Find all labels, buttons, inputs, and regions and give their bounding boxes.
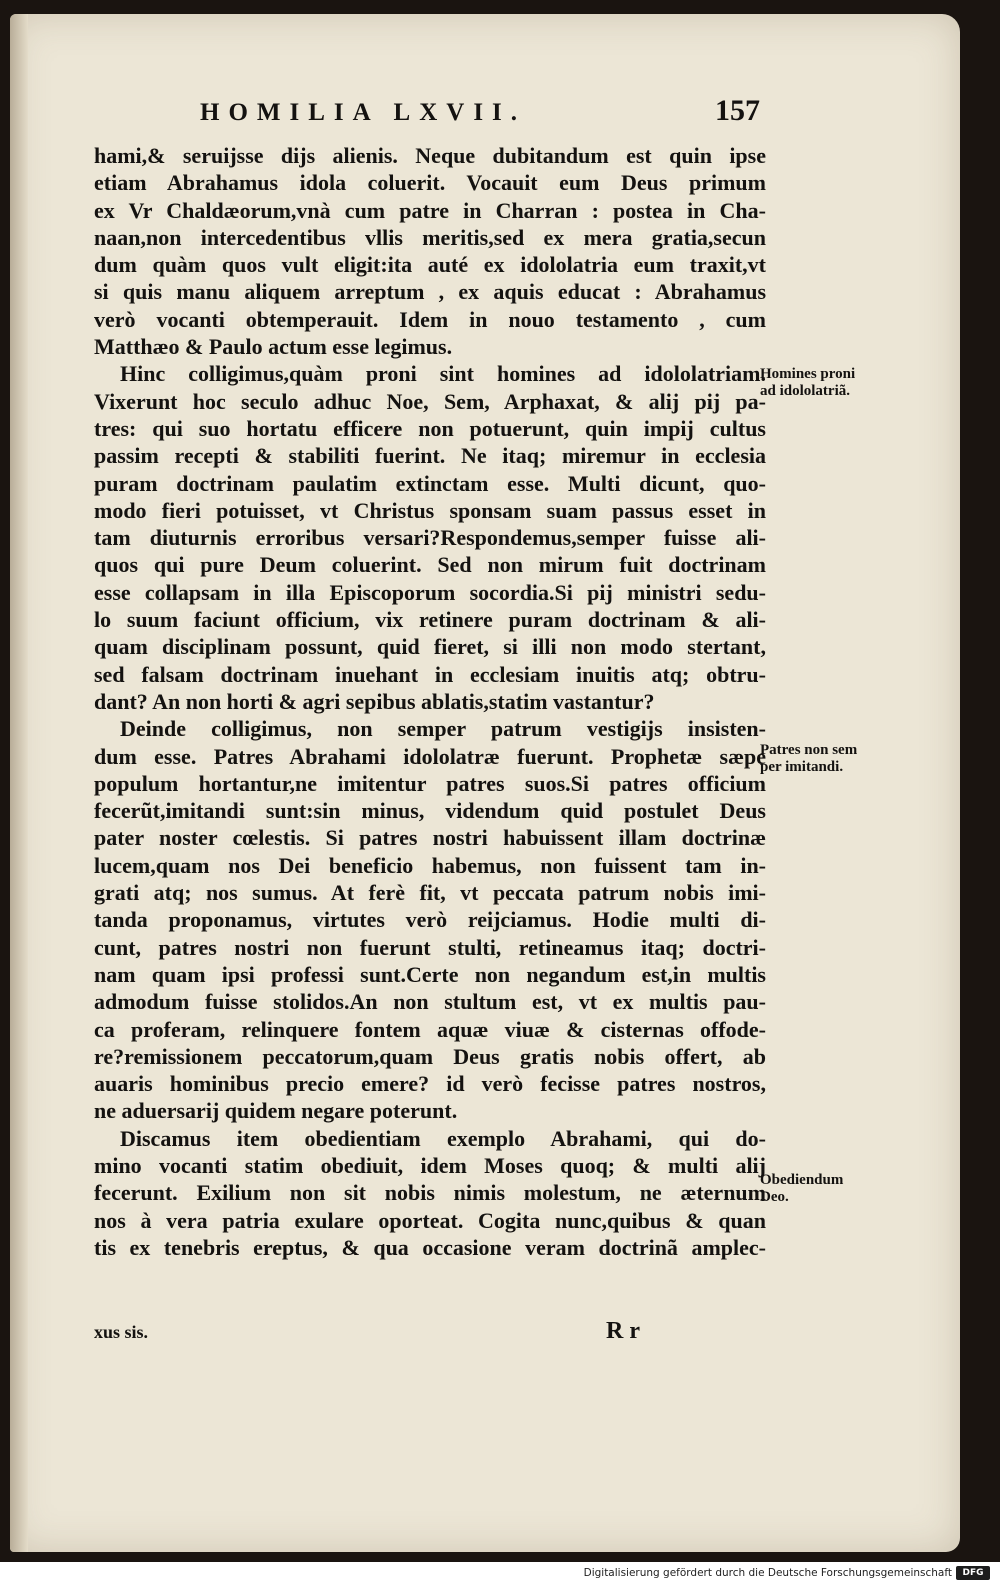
text-line: tres: qui suo hortatu efficere non potuerunt, quin impij cultus: [94, 415, 766, 441]
dfg-logo: DFG: [956, 1566, 990, 1580]
text-line: Hinc colligimus,quàm proni sint homines ad idololatriam.: [120, 361, 766, 387]
text-line: ex Vr Chaldæorum,vnà cum patre in Charran : postea in Cha-: [94, 197, 766, 223]
text-line: sed falsam doctrinam inuehant in ecclesiam inuitis atq; obtru-: [94, 661, 766, 687]
margin-note-line: ad idololatriã.: [760, 383, 851, 399]
text-line: naan,non intercedentibus vllis meritis,sed ex mera gratia,secun: [94, 224, 766, 250]
text-line: mino vocanti statim obediuit, idem Moses quoq; & multi alij: [94, 1152, 766, 1178]
margin-note-line: Deo.: [760, 1189, 789, 1205]
margin-note-line: Homines proni: [760, 366, 856, 382]
text-line: modo fieri potuisset, vt Christus sponsam suam passus esset in: [94, 497, 766, 523]
text-line: verò vocanti obtemperauit. Idem in nouo testamento , cum: [94, 306, 766, 332]
text-line: dum quàm quos vult eligit:ita auté ex idololatria eum traxit,vt: [94, 252, 766, 278]
running-title: HOMILIA LXVII.: [200, 99, 527, 126]
text-line: pater noster cœlestis. Si patres nostri habuissent illam doctrinæ: [94, 825, 766, 851]
margin-note-line: per imitandi.: [760, 759, 844, 775]
text-line: Deinde colligimus, non semper patrum vestigijs insisten-: [120, 716, 766, 742]
margin-note-fathers: [760, 742, 857, 776]
text-line: esse collapsam in illa Episcoporum socordia.Si pij ministri sedu-: [94, 579, 766, 605]
text-line: nam quam ipsi professi sunt.Certe non negandum est,in multis: [94, 961, 766, 987]
text-line: grati atq; nos sumus. At ferè fit, vt peccata patrum nobis imi-: [94, 880, 766, 906]
text-line: si quis manu aliquem arreptum , ex aquis educat : Abrahamus: [94, 279, 766, 305]
text-line: lucem,quam nos Dei beneficio habemus, non fuissent tam in-: [94, 852, 766, 878]
text-line: passim recepti & stabiliti fuerint. Ne itaq; miremur in ecclesia: [94, 443, 766, 469]
text-line: lo suum faciunt officium, vix retinere puram doctrinam & ali-: [94, 607, 766, 633]
text-line: admodum fuisse stolidos.An non stultum est, vt ex multis pau-: [94, 989, 766, 1015]
text-line: re?remissionem peccatorum,quam Deus gratis nobis offert, ab: [94, 1043, 766, 1069]
funding-credit: Digitalisierung gefördert durch die Deutsche Forschungsgemeinschaft: [583, 1567, 952, 1579]
page-number: 157: [715, 94, 760, 127]
signature-mark: R r: [606, 1318, 640, 1344]
margin-note-line: Obediendum: [760, 1172, 844, 1188]
text-line: Matthæo & Paulo actum esse legimus.: [94, 334, 453, 360]
text-line: tanda proponamus, virtutes verò reijciamus. Hodie multi di-: [94, 907, 766, 933]
text-line: fecerunt. Exilium non sit nobis nimis molestum, ne æternum: [94, 1180, 766, 1206]
margin-note-idolatry: [760, 366, 855, 400]
page-binding-edge: [10, 14, 28, 1552]
text-line: tis ex tenebris ereptus, & qua occasione veram doctrinã amplec-: [94, 1234, 766, 1260]
text-line: Vixerunt hoc seculo adhuc Noe, Sem, Arphaxat, & alij pij pa-: [94, 388, 766, 414]
running-head: [200, 94, 760, 128]
text-line: dum esse. Patres Abrahami idololatræ fuerunt. Prophetæ sæpe: [94, 743, 766, 769]
text-line: cunt, patres nostri non fuerunt stulti, retineamus itaq; doctri-: [94, 934, 766, 960]
body-text: [94, 142, 766, 1261]
text-line: auaris hominibus precio emere? id verò fecisse patres nostros,: [94, 1071, 766, 1097]
text-line: nos à vera patria exulare oporteat. Cogita nunc,quibus & quan: [94, 1207, 766, 1233]
text-line: quos qui pure Deum coluerint. Sed non mirum fuit doctrinam: [94, 552, 766, 578]
margin-note-obedience: [760, 1172, 843, 1206]
text-line: Discamus item obedientiam exemplo Abrahami, qui do-: [120, 1125, 766, 1151]
text-line: populum hortantur,ne imitentur patres suos.Si patres officium: [94, 770, 766, 796]
text-line: fecerũt,imitandi sunt:sin minus, videndum quid postulet Deus: [94, 798, 766, 824]
digitization-footer: [0, 1562, 1000, 1585]
text-line: etiam Abrahamus idola coluerit. Vocauit eum Deus primum: [94, 170, 766, 196]
catchword: xus sis.: [94, 1322, 149, 1342]
text-line: ca proferam, relinquere fontem aquæ viuæ & cisternas offode-: [94, 1016, 766, 1042]
text-line: tam diuturnis erroribus versari?Respondemus,semper fuisse ali-: [94, 525, 766, 551]
text-line: hami,& seruijsse dijs alienis. Neque dubitandum est quin ipse: [94, 143, 766, 168]
margin-note-line: Patres non sem: [760, 742, 858, 758]
text-line: puram doctrinam paulatim extinctam esse. Multi dicunt, quo-: [94, 470, 766, 496]
text-line: quam disciplinam possunt, quid fieret, si illi non modo stertant,: [94, 634, 766, 660]
text-line: dant? An non horti & agri sepibus ablatis,statim vastantur?: [94, 688, 655, 714]
text-line: ne aduersarij quidem negare poterunt.: [94, 1098, 458, 1124]
